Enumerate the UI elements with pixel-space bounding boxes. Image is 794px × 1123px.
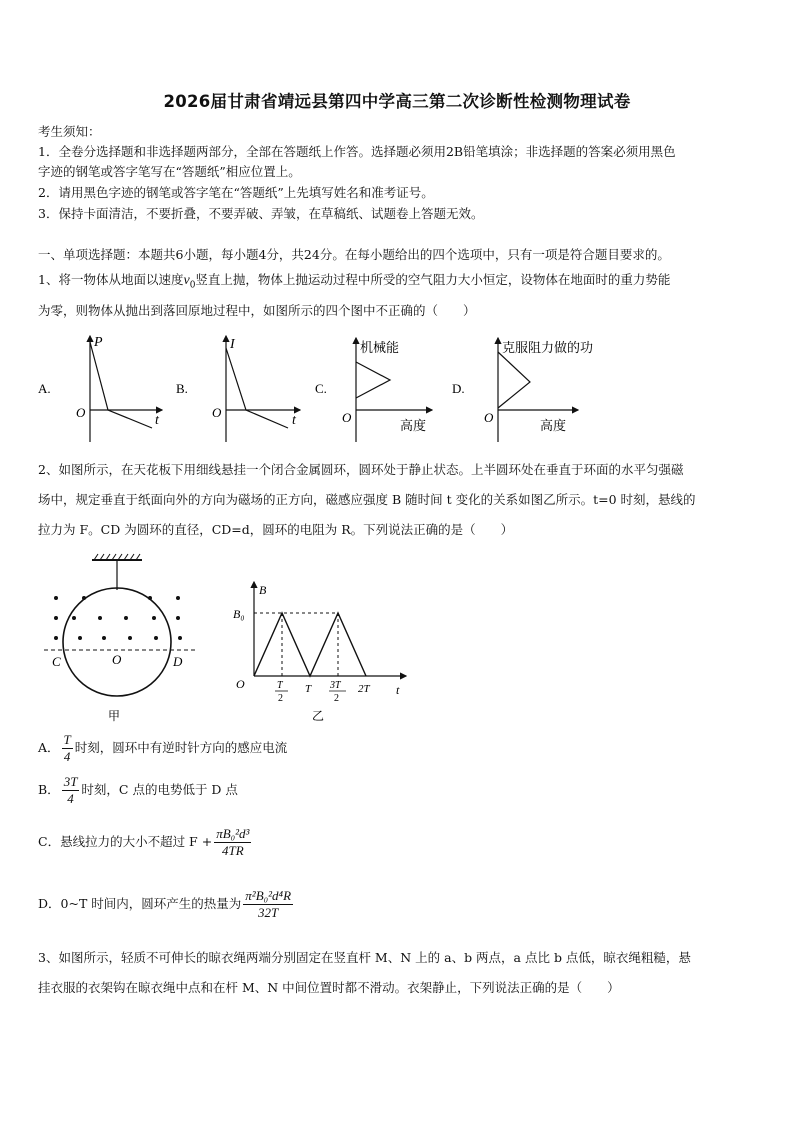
q2-option-b: B． $\frac{3T}{4}$ 时刻，C 点的电势低于 D 点 <box>38 774 238 806</box>
notice-item: 2．请用黑色字迹的钢笔或答字笔在“答题纸”上先填写姓名和准考证号。 <box>38 185 434 200</box>
svg-text:T: T <box>305 683 312 695</box>
svg-text:3T: 3T <box>330 680 341 691</box>
q2-line3: 拉力为 F。CD 为圆环的直径，CD=d，圆环的电阻为 R。下列说法正确的是（ ） <box>38 522 514 537</box>
svg-text:t: t <box>292 413 296 428</box>
q1-graphs <box>30 330 770 448</box>
notice-item: 1．全卷分选择题和非选择题两部分，全部在答题纸上作答。选择题必须用2B铅笔填涂；非选择题的答案必须用黑色 <box>38 144 676 159</box>
svg-text:乙: 乙 <box>312 709 325 723</box>
graph-a <box>38 335 162 442</box>
q2-option-a: A． $\frac{T}{4}$ 时刻，圆环中有逆时针方向的感应电流 <box>38 732 288 764</box>
svg-text:T: T <box>277 680 283 691</box>
svg-text:克服阻力做的功: 克服阻力做的功 <box>502 340 594 355</box>
svg-text:D: D <box>173 654 183 669</box>
graph-d <box>452 338 593 442</box>
svg-text:O: O <box>342 410 352 425</box>
q3-line1: 3、如图所示，轻质不可伸长的晾衣绳两端分别固定在竖直杆 M、N 上的 a、b 两点，a 点比 b 点低，晾衣绳粗糙，悬 <box>38 950 691 965</box>
svg-text:O: O <box>212 405 222 420</box>
svg-text:O: O <box>112 652 122 667</box>
q1-line2: 为零，则物体从抛出到落回原地过程中，如图所示的四个图中不正确的（ ） <box>38 303 476 318</box>
graph-c <box>315 338 432 442</box>
svg-text:甲: 甲 <box>108 709 121 723</box>
section-heading: 一、单项选择题：本题共6小题，每小题4分，共24分。在每小题给出的四个选项中，只有一项是符合题目要求的。 <box>38 247 670 262</box>
q2-line1: 2、如图所示，在天花板下用细线悬挂一个闭合金属圆环，圆环处于静止状态。上半圆环处在垂直于环面的水平匀强磁 <box>38 462 684 477</box>
svg-text:O: O <box>76 405 86 420</box>
graph-b <box>176 336 300 442</box>
notice-item: 字迹的钢笔或答字笔写在“答题纸”相应位置上。 <box>38 164 301 179</box>
svg-text:I: I <box>230 337 235 352</box>
svg-text:O: O <box>484 410 494 425</box>
svg-text:高度: 高度 <box>400 418 427 433</box>
q1-line1: 1、将一物体从地面以速度$v_0$竖直上抛，物体上抛运动过程中所受的空气阻力大小恒定，设物体在地面时的重力势能 <box>38 272 671 291</box>
svg-text:t: t <box>155 413 159 428</box>
svg-text:D.: D. <box>452 381 465 396</box>
svg-text:A.: A. <box>38 381 51 396</box>
svg-text:P: P <box>94 335 103 350</box>
q2-figure-jia <box>36 552 216 724</box>
q2-figure-yi <box>226 578 416 726</box>
svg-text:2T: 2T <box>358 683 370 695</box>
svg-text:C.: C. <box>315 381 327 396</box>
svg-text:B₀: B₀ <box>233 607 245 621</box>
notice-heading: 考生须知： <box>38 124 101 139</box>
svg-text:高度: 高度 <box>540 418 567 433</box>
svg-text:2: 2 <box>278 693 283 704</box>
svg-text:t: t <box>396 683 400 697</box>
page-title: 2026届甘肃省靖远县第四中学高三第二次诊断性检测物理试卷 <box>163 92 631 111</box>
svg-text:O: O <box>236 677 245 691</box>
q2-option-c: C．悬线拉力的大小不超过 F + $\frac{\text{πB₀²d³}}{4TR}$ <box>38 826 250 858</box>
q3-line2: 挂衣服的衣架钩在晾衣绳中点和在杆 M、N 中间位置时都不滑动。衣架静止，下列说法正确的是（ ） <box>38 980 620 995</box>
svg-text:2: 2 <box>334 693 339 704</box>
svg-text:C: C <box>52 654 61 669</box>
svg-text:B.: B. <box>176 381 188 396</box>
q2-option-d: D．0~T 时间内，圆环产生的热量为 $\frac{\text{π²B₀²d⁴R}}{32T}$ <box>38 888 292 920</box>
svg-text:B: B <box>259 583 267 597</box>
q2-line2: 场中，规定垂直于纸面向外的方向为磁场的正方向，磁感应强度 B 随时间 t 变化的关系如图乙所示。t=0 时刻，悬线的 <box>38 492 696 507</box>
svg-text:机械能: 机械能 <box>360 340 400 355</box>
notice-item: 3．保持卡面清洁，不要折叠，不要弄破、弄皱，在草稿纸、试题卷上答题无效。 <box>38 206 484 221</box>
